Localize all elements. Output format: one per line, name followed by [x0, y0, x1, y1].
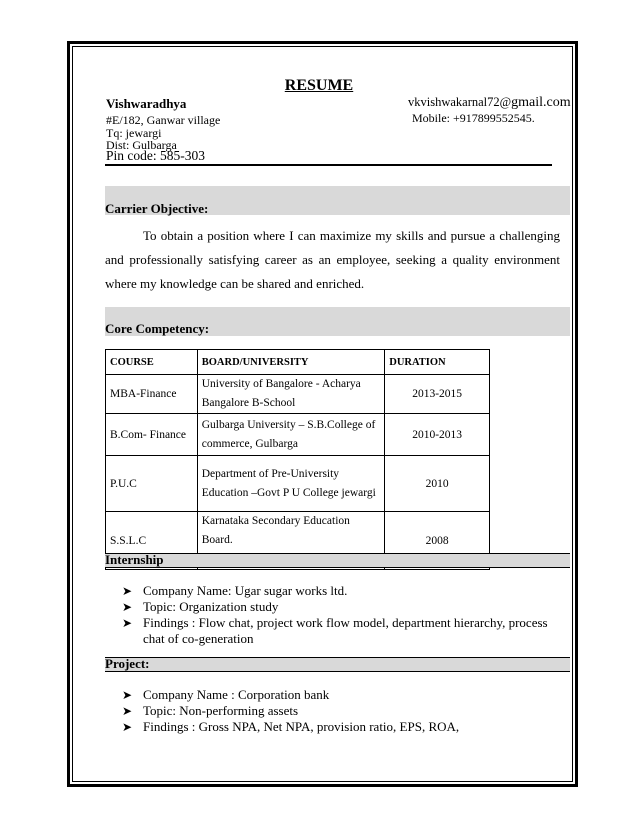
education-table [105, 349, 490, 570]
course-cell: P.U.C [106, 456, 198, 512]
duration-cell: 2008 [385, 512, 490, 570]
internship-list [122, 583, 552, 647]
list-item-text: Topic: Non-performing assets [143, 703, 299, 718]
table-row [106, 414, 490, 456]
board-cell [197, 456, 385, 512]
table-row [106, 375, 490, 414]
list-item-text: Findings : Flow chat, project work flow model, department hierarchy, process chat of co-generation [143, 615, 548, 646]
list-item [122, 687, 552, 703]
board-cell [197, 414, 385, 456]
duration-cell: 2010-2013 [385, 414, 490, 456]
list-item [122, 615, 552, 647]
list-item [122, 599, 552, 615]
arrow-bullet-icon: ➤ [122, 720, 133, 734]
project-section-band [105, 657, 570, 672]
course-cell: S.S.L.C [106, 512, 198, 570]
duration-cell: 2013-2015 [385, 375, 490, 414]
board-line: Gulbarga University – S.B.College of [201, 418, 376, 431]
header-divider [105, 164, 552, 166]
list-item-text: Company Name : Corporation bank [143, 687, 330, 702]
list-item [122, 583, 552, 599]
list-item-text: Topic: Organization study [143, 599, 279, 614]
course-cell: MBA-Finance [106, 375, 198, 414]
list-item-text: Company Name: Ugar sugar works ltd. [143, 583, 348, 598]
candidate-name: Vishwaradhya [106, 96, 187, 111]
board-line: Bangalore B-School [201, 397, 296, 409]
resume-title: RESUME [284, 77, 354, 94]
email-domain: gmail.com [511, 95, 571, 110]
arrow-bullet-icon: ➤ [122, 584, 133, 598]
duration-cell: 2010 [385, 456, 490, 512]
course-cell: B.Com- Finance [106, 414, 198, 456]
board-line: Karnataka Secondary Education Board. [201, 515, 350, 546]
column-header: COURSE [106, 350, 198, 375]
arrow-bullet-icon: ➤ [122, 600, 133, 614]
arrow-bullet-icon: ➤ [122, 616, 133, 630]
table-header-row [106, 350, 490, 375]
mobile-number: Mobile: +917899552545. [412, 111, 535, 125]
project-list [122, 687, 552, 735]
list-item [122, 719, 552, 735]
project-heading: Project: [105, 656, 150, 671]
arrow-bullet-icon: ➤ [122, 704, 133, 718]
competency-heading: Core Competency: [105, 321, 210, 336]
email-user: vkvishwakarnal72@ [408, 95, 512, 109]
column-header: BOARD/UNIVERSITY [197, 350, 385, 375]
objective-heading: Carrier Objective: [105, 201, 209, 216]
board-line: Education –Govt P U College jewargi [201, 486, 376, 499]
objective-text: To obtain a position where I can maximize my skills and pursue a challenging and professionally satisfying career as an employee, seeking a quality environment where my knowledge can be shared and enriched. [105, 228, 560, 291]
column-header: DURATION [385, 350, 490, 375]
board-cell [197, 375, 385, 414]
address-line: #E/182, Ganwar village [106, 113, 221, 127]
list-item-text: Findings : Gross NPA, Net NPA, provision ratio, EPS, ROA, [143, 719, 460, 734]
internship-section-band [105, 553, 570, 568]
board-line: commerce, Gulbarga [201, 437, 298, 450]
list-item [122, 703, 552, 719]
taluk-line: Tq: jewargi [106, 126, 162, 140]
district-line: Dist: Gulbarga [106, 138, 177, 152]
pin-code: Pin code: 585-303 [106, 148, 205, 163]
board-line: Department of Pre-University [201, 467, 340, 480]
email-address [408, 95, 571, 111]
board-line: University of Bangalore - Acharya [201, 378, 361, 390]
arrow-bullet-icon: ➤ [122, 688, 133, 702]
internship-heading: Internship [105, 552, 164, 567]
table-row [106, 456, 490, 512]
